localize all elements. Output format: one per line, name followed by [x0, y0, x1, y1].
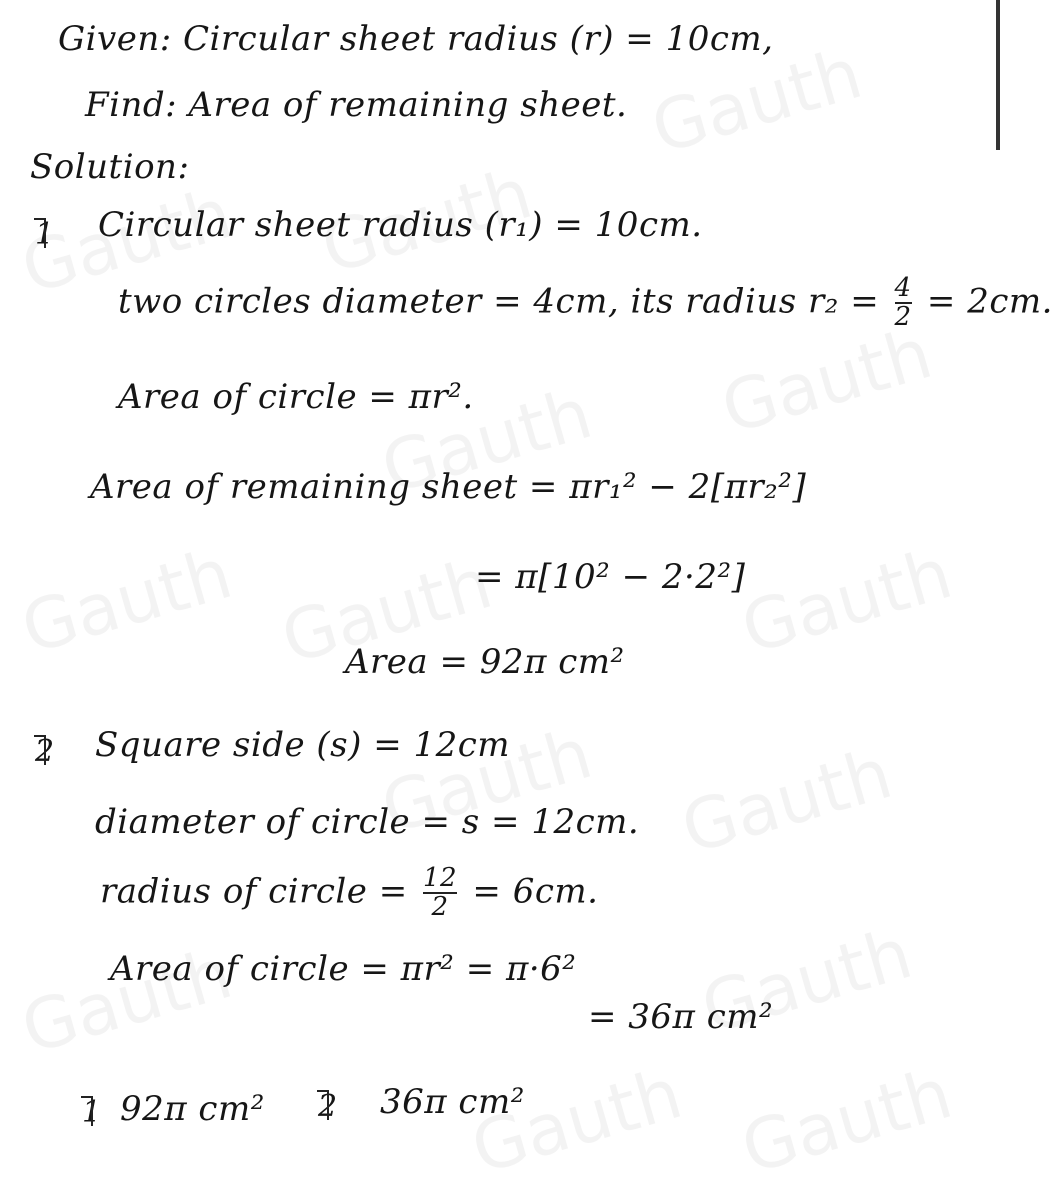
square-side-line: Square side (s) = 12cm: [95, 725, 511, 765]
diameter-line: diameter of circle = s = 12cm.: [95, 802, 640, 842]
watermark: [673, 732, 901, 870]
radius-text: radius of circle =: [100, 871, 408, 912]
r2-fraction: [895, 275, 912, 332]
part-bracket: [34, 218, 46, 248]
watermark: [733, 532, 961, 670]
answer-number: 2: [318, 1089, 338, 1124]
r2-result: = 2cm.: [926, 281, 1053, 322]
fraction-numerator: 12: [423, 863, 458, 893]
radius-fraction: [423, 865, 457, 922]
watermark: [13, 532, 241, 670]
two-circles-text: two circles diameter = 4cm, its radius r₂ =: [118, 281, 880, 322]
area-substitution: = π[10² − 2·2²]: [475, 557, 746, 597]
answer-number: 1: [82, 1095, 102, 1130]
radius-line: [100, 865, 598, 922]
area-result-2: = 36π cm²: [588, 997, 774, 1037]
area-of-circle-formula: Area of circle = πr².: [118, 377, 474, 417]
part-number: 2: [35, 734, 55, 769]
answer-1: 92π cm²: [120, 1089, 265, 1129]
part1-radius-line: Circular sheet radius (r₁) = 10cm.: [98, 205, 703, 245]
watermark: [713, 312, 941, 450]
answer-bracket: [81, 1096, 93, 1126]
area-remaining-formula: Area of remaining sheet = πr₁² − 2[πr₂²]: [90, 467, 807, 507]
watermark: [733, 1052, 961, 1190]
fraction-denominator: 2: [894, 302, 912, 333]
two-circles-line: [118, 275, 1053, 332]
fraction-denominator: 2: [431, 892, 449, 923]
given-line: Given: Circular sheet radius (r) = 10cm,: [58, 19, 774, 59]
area-result-1: Area = 92π cm²: [345, 642, 625, 682]
find-line: Find: Area of remaining sheet.: [85, 85, 628, 125]
part-bracket: [34, 735, 46, 765]
answer-bracket: [317, 1090, 329, 1120]
radius-result: = 6cm.: [472, 871, 599, 912]
page-edge: [996, 0, 1000, 150]
fraction-numerator: 4: [894, 273, 912, 303]
part-number: 1: [35, 217, 55, 252]
solution-heading: Solution:: [30, 147, 190, 187]
answer-2: 36π cm²: [380, 1082, 525, 1122]
area-of-circle-2-line: Area of circle = πr² = π·6²: [110, 949, 577, 989]
